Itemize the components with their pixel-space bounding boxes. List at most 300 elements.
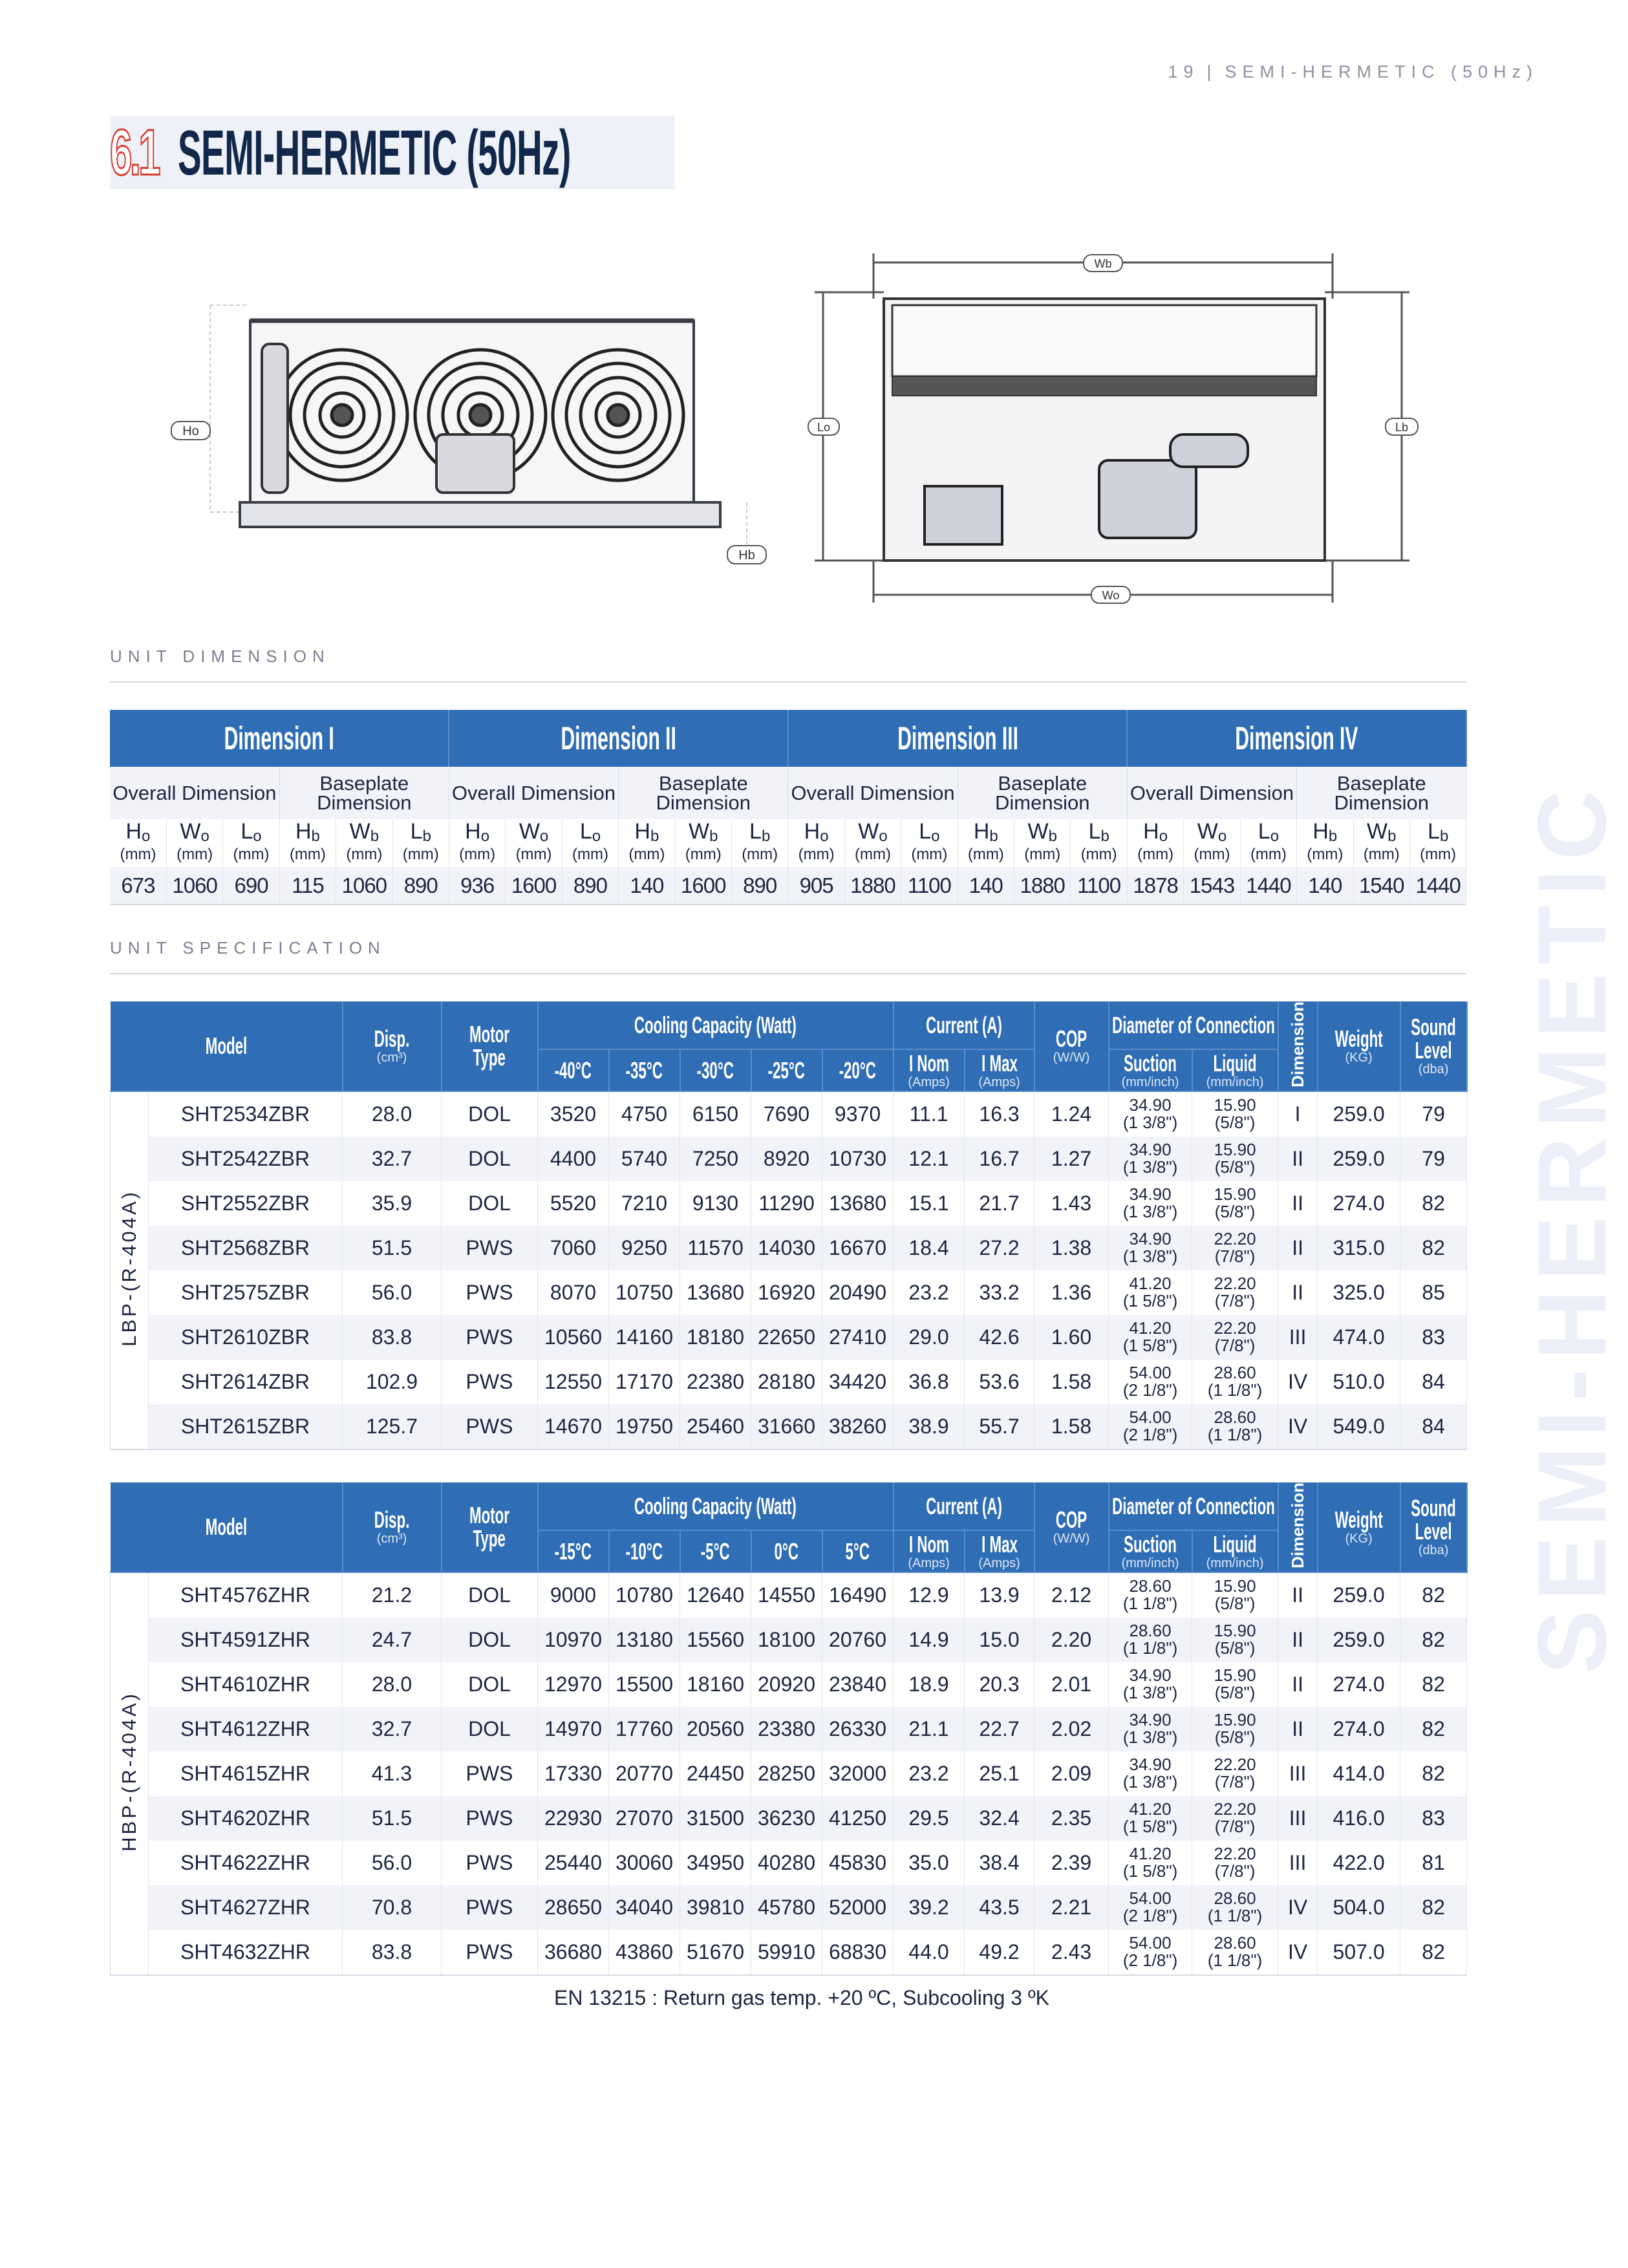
capacity-cell: 43860 <box>609 1930 680 1975</box>
weight-header-unit: (KG) <box>1345 1531 1373 1546</box>
dimension-symbol: L <box>749 819 762 844</box>
motor-type-cell: DOL <box>442 1572 538 1618</box>
section-label-unit-specification: UNIT SPECIFICATION <box>110 938 386 957</box>
dimension-cell: IV <box>1278 1360 1318 1404</box>
capacity-cell: 40280 <box>751 1841 822 1885</box>
dimension-unit: (mm) <box>120 846 156 863</box>
liquid-mm: 15.90 <box>1214 1621 1256 1641</box>
refrigerant-group-text: LBP-(R-404A) <box>118 1189 140 1347</box>
i-nom-cell: 38.9 <box>894 1404 965 1450</box>
dimension-subscript: b <box>1100 828 1109 845</box>
temperature-header <box>751 1530 822 1572</box>
dimension-unit: (mm) <box>459 846 496 863</box>
sound-level-header <box>1400 1001 1467 1091</box>
disp-cell: 70.8 <box>343 1885 442 1930</box>
liquid-cell <box>1192 1930 1278 1975</box>
baseplate-dimension-label: Baseplate Dimension <box>958 767 1127 819</box>
suction-cell <box>1109 1751 1192 1796</box>
table-row <box>111 1930 1467 1975</box>
i-max-cell: 27.2 <box>965 1226 1034 1270</box>
dimension-column-header <box>1297 819 1353 867</box>
i-max-cell: 42.6 <box>965 1315 1034 1360</box>
dimension-column-header <box>336 819 392 867</box>
table-row <box>111 1091 1467 1137</box>
cop-cell: 2.35 <box>1034 1796 1109 1841</box>
dimension-unit: (mm) <box>798 846 835 863</box>
capacity-cell: 11290 <box>751 1181 822 1226</box>
model-cell: SHT4576ZHR <box>149 1572 343 1618</box>
dimension-unit: (mm) <box>572 846 608 863</box>
dimension-value: 140 <box>1297 867 1353 904</box>
cop-cell: 1.27 <box>1034 1137 1109 1181</box>
spec-header-row <box>111 1001 1467 1049</box>
capacity-cell: 10560 <box>538 1315 609 1360</box>
suction-cell <box>1109 1618 1192 1662</box>
weight-cell: 259.0 <box>1318 1137 1400 1181</box>
table-row <box>111 1181 1467 1226</box>
capacity-cell: 34950 <box>680 1841 751 1885</box>
section-title <box>110 116 675 189</box>
dimension-subscript: o <box>253 828 262 845</box>
dimension-column-header <box>166 819 222 867</box>
model-cell: SHT4627ZHR <box>149 1885 343 1930</box>
dimension-label-lb: Lb <box>1395 421 1409 434</box>
model-cell: SHT2552ZBR <box>149 1181 343 1226</box>
capacity-cell: 38260 <box>822 1404 894 1450</box>
page-number: 19 <box>1168 62 1199 81</box>
suction-cell <box>1109 1707 1192 1751</box>
i-nom-cell: 35.0 <box>894 1841 965 1885</box>
model-cell: SHT4620ZHR <box>149 1796 343 1841</box>
dimension-value: 1600 <box>506 867 562 904</box>
table-row <box>111 1751 1467 1796</box>
dimension-column-header <box>1014 819 1071 867</box>
dimension-symbol: W <box>180 819 201 844</box>
temperature-header-text: -20°C <box>839 1056 877 1084</box>
dimension-subscript: o <box>200 828 209 845</box>
temperature-header <box>609 1049 680 1091</box>
cop-cell: 1.58 <box>1034 1404 1109 1450</box>
sound-level-cell: 82 <box>1400 1751 1467 1796</box>
model-cell: SHT4622ZHR <box>149 1841 343 1885</box>
refrigerant-group-label <box>111 1091 149 1450</box>
sound-level-header-text <box>1401 1494 1466 1545</box>
dimension-value: 890 <box>562 867 618 904</box>
liquid-inch: (7/8") <box>1214 1291 1256 1311</box>
dimension-symbol: W <box>1197 819 1218 844</box>
suction-inch: (1 5/8") <box>1122 1336 1178 1356</box>
dimension-column-header <box>506 819 562 867</box>
dimension-column-header <box>223 819 279 867</box>
liquid-inch: (5/8") <box>1214 1728 1256 1748</box>
cop-cell: 2.01 <box>1034 1662 1109 1707</box>
sound-level-cell: 83 <box>1400 1796 1467 1841</box>
capacity-cell: 18160 <box>680 1662 751 1707</box>
liquid-inch: (7/8") <box>1214 1817 1256 1837</box>
current-header-text: Current (A) <box>925 1492 1002 1519</box>
dimension-unit: (mm) <box>233 846 270 863</box>
dimension-subscript: b <box>370 828 380 845</box>
table-row <box>111 1885 1467 1930</box>
i-nom-cell: 15.1 <box>894 1181 965 1226</box>
sound-level-cell: 82 <box>1400 1618 1467 1662</box>
liquid-cell <box>1192 1572 1278 1618</box>
suction-inch: (1 3/8") <box>1122 1246 1178 1267</box>
motor-type-cell: PWS <box>442 1796 538 1841</box>
dimension-symbol: H <box>1312 819 1329 844</box>
capacity-cell: 9370 <box>822 1091 894 1137</box>
i-max-header <box>965 1530 1034 1572</box>
dimension-subscript: b <box>1387 828 1397 845</box>
capacity-cell: 31660 <box>751 1404 822 1450</box>
dimension-group-title <box>110 710 449 767</box>
sound-level-cell: 82 <box>1400 1572 1467 1618</box>
dimension-subscript: b <box>650 828 659 845</box>
footnote: EN 13215 : Return gas temp. +20 ºC, Subcooling 3 ºK <box>553 1986 1050 2009</box>
liquid-cell <box>1192 1841 1278 1885</box>
capacity-cell: 45780 <box>751 1885 822 1930</box>
baseplate-dimension-label: Baseplate Dimension <box>1297 767 1466 819</box>
motor-type-header-text-line: Type <box>473 1524 506 1552</box>
i-max-header-unit: (Amps) <box>978 1556 1020 1570</box>
dimension-unit: (mm) <box>402 846 439 863</box>
suction-inch: (1 3/8") <box>1122 1157 1178 1177</box>
suction-inch: (1 3/8") <box>1122 1772 1178 1792</box>
capacity-cell: 14160 <box>609 1315 680 1360</box>
dimension-column-header <box>449 819 505 867</box>
unit-diagram-top <box>808 241 1458 628</box>
dimension-unit: (mm) <box>1363 846 1400 863</box>
motor-type-header <box>442 1001 538 1091</box>
dimension-header-text: Dimension <box>1287 1001 1307 1087</box>
capacity-cell: 14550 <box>751 1572 822 1618</box>
dimension-cell: IV <box>1278 1930 1318 1975</box>
capacity-cell: 10780 <box>609 1572 680 1618</box>
capacity-cell: 3520 <box>538 1091 609 1137</box>
capacity-cell: 11570 <box>680 1226 751 1270</box>
cooling-capacity-header-text: Cooling Capacity (Watt) <box>634 1011 797 1038</box>
table-row <box>111 1226 1467 1270</box>
dimension-cell: III <box>1278 1796 1318 1841</box>
disp-cell: 41.3 <box>343 1751 442 1796</box>
dimension-unit: (mm) <box>1137 846 1174 863</box>
weight-cell: 549.0 <box>1318 1404 1400 1450</box>
liquid-mm: 22.20 <box>1214 1318 1256 1338</box>
temperature-header-text: -5°C <box>701 1537 730 1565</box>
motor-type-header-text <box>442 1020 537 1071</box>
dimension-cell: II <box>1278 1226 1318 1270</box>
disp-header-text: Disp. <box>374 1025 410 1052</box>
dimension-symbol: H <box>634 819 650 844</box>
cop-cell: 2.21 <box>1034 1885 1109 1930</box>
liquid-header-text: Liquid <box>1213 1049 1257 1076</box>
divider <box>110 973 1466 974</box>
current-header <box>894 1001 1034 1049</box>
dimension-unit: (mm) <box>515 846 552 863</box>
suction-inch: (1 5/8") <box>1122 1291 1178 1311</box>
dimension-symbol: L <box>579 819 592 844</box>
sound-level-header-text-line: Level <box>1415 1036 1452 1064</box>
capacity-cell: 27070 <box>609 1796 680 1841</box>
model-cell: SHT2575ZBR <box>149 1270 343 1315</box>
suction-header <box>1109 1530 1192 1572</box>
capacity-cell: 34420 <box>822 1360 894 1404</box>
suction-cell <box>1109 1930 1192 1975</box>
dimension-subscript: b <box>311 828 320 845</box>
capacity-cell: 18180 <box>680 1315 751 1360</box>
disp-cell: 102.9 <box>343 1360 442 1404</box>
liquid-mm: 15.90 <box>1214 1095 1256 1115</box>
temperature-header-text: -25°C <box>767 1056 806 1084</box>
temperature-header <box>680 1049 751 1091</box>
motor-type-header-text <box>442 1501 537 1552</box>
capacity-cell: 7250 <box>680 1137 751 1181</box>
capacity-cell: 10750 <box>609 1270 680 1315</box>
dimension-column-header <box>1127 819 1183 867</box>
liquid-header-text: Liquid <box>1213 1530 1257 1557</box>
dimension-cell: II <box>1278 1662 1318 1707</box>
i-nom-cell: 36.8 <box>894 1360 965 1404</box>
cop-cell: 1.36 <box>1034 1270 1109 1315</box>
suction-cell <box>1109 1404 1192 1450</box>
dimension-symbol: H <box>1143 819 1159 844</box>
watermark: SEMI-HERMETIC <box>1517 781 1626 1674</box>
suction-mm: 54.00 <box>1129 1888 1172 1909</box>
weight-cell: 510.0 <box>1318 1360 1400 1404</box>
model-cell: SHT4591ZHR <box>149 1618 343 1662</box>
liquid-mm: 15.90 <box>1214 1184 1256 1204</box>
disp-header-unit: (cm³) <box>376 1531 407 1546</box>
dimension-symbol: W <box>1027 819 1049 844</box>
i-max-cell: 32.4 <box>965 1796 1034 1841</box>
dimension-column-header <box>958 819 1014 867</box>
i-nom-cell: 11.1 <box>894 1091 965 1137</box>
suction-mm: 54.00 <box>1129 1363 1172 1383</box>
liquid-inch: (5/8") <box>1214 1594 1256 1614</box>
header-section: SEMI-HERMETIC (50Hz) <box>1225 62 1538 81</box>
dimension-cell: II <box>1278 1707 1318 1751</box>
dimension-unit: (mm) <box>855 846 891 863</box>
dimension-value: 673 <box>110 867 166 904</box>
suction-header-unit: (mm/inch) <box>1121 1556 1179 1570</box>
dimension-label-wb: Wb <box>1094 257 1112 270</box>
dimension-cell: II <box>1278 1181 1318 1226</box>
suction-inch: (1 1/8") <box>1122 1638 1178 1658</box>
i-max-cell: 33.2 <box>965 1270 1034 1315</box>
capacity-cell: 12640 <box>680 1572 751 1618</box>
model-cell: SHT4615ZHR <box>149 1751 343 1796</box>
dimension-unit: (mm) <box>289 846 326 863</box>
model-cell: SHT2614ZBR <box>149 1360 343 1404</box>
dimension-value: 1100 <box>901 867 958 904</box>
i-nom-cell: 29.0 <box>894 1315 965 1360</box>
liquid-header-unit: (mm/inch) <box>1206 1075 1264 1089</box>
dimension-subscript: o <box>1159 828 1168 845</box>
dimension-symbol: W <box>1367 819 1388 844</box>
dimension-values-row <box>110 867 1466 904</box>
dimension-label-hb: Hb <box>738 548 755 562</box>
i-max-cell: 13.9 <box>965 1572 1034 1618</box>
cop-cell: 2.43 <box>1034 1930 1109 1975</box>
dimension-unit: (mm) <box>1024 846 1061 863</box>
overall-dimension-label: Overall Dimension <box>788 767 958 819</box>
header-separator: | <box>1206 62 1217 81</box>
i-max-cell: 49.2 <box>965 1930 1034 1975</box>
dimension-group-title-text: Dimension IV <box>1235 720 1358 756</box>
suction-cell <box>1109 1270 1192 1315</box>
suction-mm: 34.90 <box>1129 1710 1172 1730</box>
liquid-inch: (7/8") <box>1214 1246 1256 1267</box>
liquid-cell <box>1192 1315 1278 1360</box>
sound-level-header-text-line: Sound <box>1411 1494 1456 1521</box>
dimension-subheader-row <box>110 767 1466 819</box>
weight-cell: 504.0 <box>1318 1885 1400 1930</box>
cop-cell: 2.20 <box>1034 1618 1109 1662</box>
suction-inch: (1 3/8") <box>1122 1202 1178 1222</box>
suction-mm: 41.20 <box>1129 1844 1172 1864</box>
dimension-unit: (mm) <box>1080 846 1117 863</box>
dimension-unit: (mm) <box>1420 846 1457 863</box>
table-row <box>111 1618 1467 1662</box>
weight-header-text: Weight <box>1334 1025 1383 1052</box>
i-max-cell: 15.0 <box>965 1618 1034 1662</box>
disp-header-unit: (cm³) <box>376 1050 407 1065</box>
weight-header <box>1318 1482 1400 1572</box>
dimension-value: 140 <box>958 867 1014 904</box>
dimension-unit: (mm) <box>1194 846 1230 863</box>
i-nom-header-unit: (Amps) <box>908 1075 950 1089</box>
capacity-cell: 7060 <box>538 1226 609 1270</box>
weight-cell: 259.0 <box>1318 1572 1400 1618</box>
suction-cell <box>1109 1091 1192 1137</box>
capacity-cell: 12970 <box>538 1662 609 1707</box>
temperature-header <box>751 1049 822 1091</box>
i-max-header <box>965 1049 1034 1091</box>
sound-level-cell: 79 <box>1400 1091 1467 1137</box>
liquid-inch: (1 1/8") <box>1207 1425 1263 1445</box>
motor-type-cell: DOL <box>442 1137 538 1181</box>
temperature-header <box>822 1530 894 1572</box>
cop-cell: 1.58 <box>1034 1360 1109 1404</box>
model-cell: SHT2568ZBR <box>149 1226 343 1270</box>
table-row <box>111 1707 1467 1751</box>
liquid-inch: (7/8") <box>1214 1861 1256 1881</box>
dimension-cell: III <box>1278 1315 1318 1360</box>
suction-cell <box>1109 1315 1192 1360</box>
dimension-value: 1060 <box>166 867 222 904</box>
current-header-text: Current (A) <box>925 1011 1002 1038</box>
dimension-value: 890 <box>731 867 787 904</box>
dimension-column-header <box>844 819 901 867</box>
suction-mm: 34.90 <box>1129 1184 1172 1204</box>
unit-dimension-table <box>110 710 1467 905</box>
liquid-cell <box>1192 1226 1278 1270</box>
i-max-header-unit: (Amps) <box>978 1075 1020 1089</box>
cop-header <box>1034 1482 1109 1572</box>
suction-mm: 28.60 <box>1129 1621 1172 1641</box>
motor-type-header <box>442 1482 538 1572</box>
capacity-cell: 51670 <box>680 1930 751 1975</box>
suction-header-text: Suction <box>1124 1049 1177 1076</box>
capacity-cell: 4400 <box>538 1137 609 1181</box>
sound-level-cell: 84 <box>1400 1404 1467 1450</box>
motor-type-header-text-line: Motor <box>469 1020 509 1047</box>
suction-cell <box>1109 1572 1192 1618</box>
capacity-cell: 59910 <box>751 1930 822 1975</box>
capacity-cell: 9130 <box>680 1181 751 1226</box>
suction-cell <box>1109 1796 1192 1841</box>
capacity-cell: 24450 <box>680 1751 751 1796</box>
model-cell: SHT2542ZBR <box>149 1137 343 1181</box>
i-nom-cell: 23.2 <box>894 1751 965 1796</box>
dimension-symbol: W <box>519 819 540 844</box>
table-row <box>111 1841 1467 1885</box>
dimension-value: 1543 <box>1184 867 1240 904</box>
model-header <box>111 1001 343 1091</box>
suction-inch: (1 3/8") <box>1122 1113 1178 1133</box>
capacity-cell: 8920 <box>751 1137 822 1181</box>
dimension-unit: (mm) <box>967 846 1004 863</box>
temperature-header-text: -35°C <box>625 1056 663 1084</box>
sound-level-header-unit: (dba) <box>1418 1062 1449 1076</box>
capacity-cell: 45830 <box>822 1841 894 1885</box>
table-row <box>111 1360 1467 1404</box>
dimension-cell: IV <box>1278 1885 1318 1930</box>
table-row <box>111 1572 1467 1618</box>
suction-cell <box>1109 1181 1192 1226</box>
suction-mm: 54.00 <box>1129 1407 1172 1428</box>
i-nom-cell: 18.9 <box>894 1662 965 1707</box>
liquid-cell <box>1192 1751 1278 1796</box>
dimension-group-title <box>449 710 787 767</box>
capacity-cell: 17330 <box>538 1751 609 1796</box>
suction-header <box>1109 1049 1192 1091</box>
dimension-column-header <box>1240 819 1296 867</box>
capacity-cell: 7690 <box>751 1091 822 1137</box>
weight-cell: 422.0 <box>1318 1841 1400 1885</box>
cop-header-unit: (W/W) <box>1053 1050 1090 1065</box>
baseplate-dimension-label: Baseplate Dimension <box>619 767 788 819</box>
disp-cell: 125.7 <box>343 1404 442 1450</box>
cop-cell: 1.24 <box>1034 1091 1109 1137</box>
motor-type-cell: PWS <box>442 1930 538 1975</box>
liquid-inch: (5/8") <box>1214 1202 1256 1222</box>
model-cell: SHT2610ZBR <box>149 1315 343 1360</box>
section-label-unit-dimension: UNIT DIMENSION <box>110 647 330 666</box>
model-header-text: Model <box>205 1032 247 1059</box>
table-row <box>111 1404 1467 1450</box>
dimension-column-header <box>731 819 787 867</box>
i-nom-cell: 39.2 <box>894 1885 965 1930</box>
capacity-cell: 19750 <box>609 1404 680 1450</box>
suction-mm: 34.90 <box>1129 1229 1172 1249</box>
capacity-cell: 68830 <box>822 1930 894 1975</box>
cop-header-text: COP <box>1055 1025 1087 1052</box>
dimension-value: 1880 <box>1014 867 1071 904</box>
liquid-cell <box>1192 1137 1278 1181</box>
sound-level-cell: 82 <box>1400 1707 1467 1751</box>
model-header <box>111 1482 343 1572</box>
weight-header-unit: (KG) <box>1345 1050 1373 1065</box>
dimension-symbol: L <box>241 819 253 844</box>
capacity-cell: 28250 <box>751 1751 822 1796</box>
sound-level-header-text <box>1401 1013 1466 1064</box>
cop-cell: 2.12 <box>1034 1572 1109 1618</box>
dimension-subscript: o <box>539 828 549 845</box>
capacity-cell: 13680 <box>680 1270 751 1315</box>
liquid-cell <box>1192 1796 1278 1841</box>
temperature-header-text: -10°C <box>625 1537 663 1565</box>
